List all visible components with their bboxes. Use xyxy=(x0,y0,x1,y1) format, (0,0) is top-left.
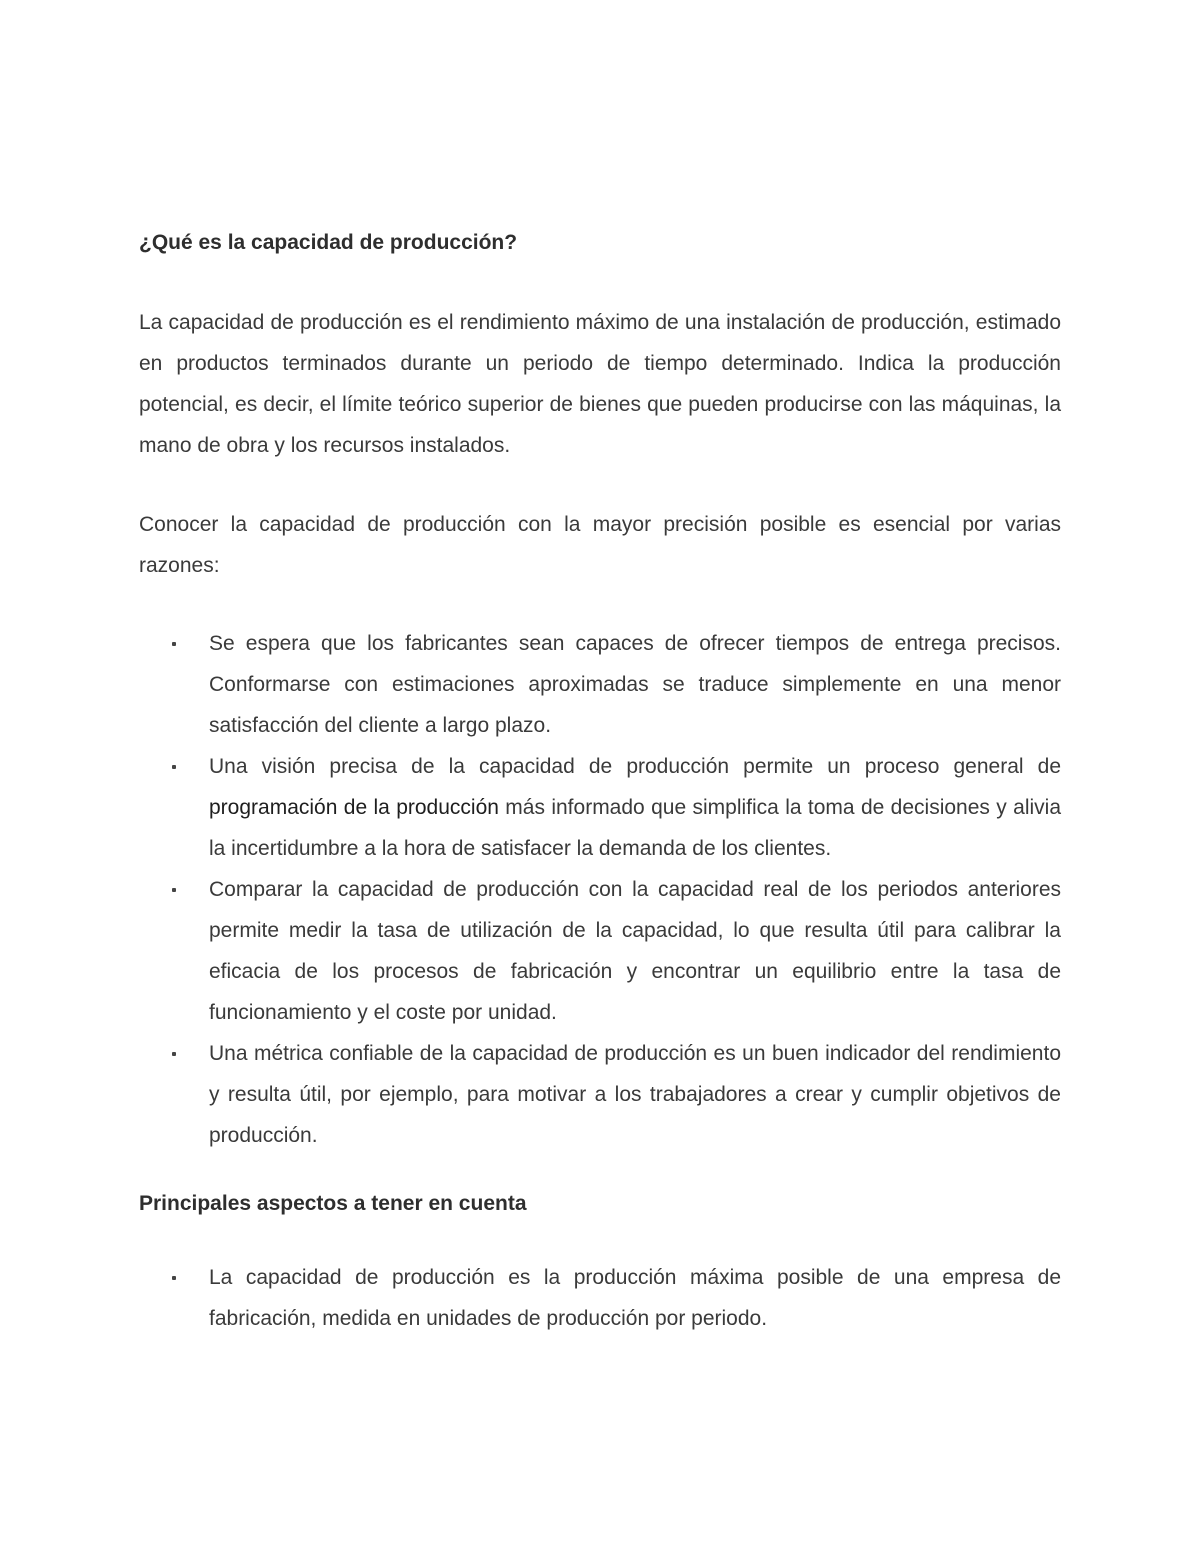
bullet-icon xyxy=(172,765,176,769)
paragraph-reasons-intro: Conocer la capacidad de producción con la mayor precisión posible es esencial por varias razones: xyxy=(139,513,1061,577)
reasons-list xyxy=(139,623,1061,1156)
list-item-text: La capacidad de producción es la producción máxima posible de una empresa de fabricación, medida en unidades de producción por periodo. xyxy=(209,1266,1061,1330)
document-body xyxy=(139,228,1061,1339)
list-item xyxy=(139,746,1061,869)
list-item-text: Una métrica confiable de la capacidad de producción es un buen indicador del rendimiento y resulta útil, por ejemplo, para motivar a los trabajadores a crear y cumplir objetivos de producción. xyxy=(209,1042,1061,1147)
bullet-icon xyxy=(172,888,176,892)
list-item xyxy=(139,623,1061,746)
section-heading-key-points: Principales aspectos a tener en cuenta xyxy=(139,1192,527,1215)
bullet-icon xyxy=(172,642,176,646)
list-item xyxy=(139,869,1061,1033)
link-production-scheduling[interactable]: programación de la producción xyxy=(209,796,499,819)
bullet-icon xyxy=(172,1276,176,1280)
key-points-list xyxy=(139,1257,1061,1339)
list-item xyxy=(139,1257,1061,1339)
list-item-text: Comparar la capacidad de producción con la capacidad real de los periodos anteriores permite medir la tasa de utilización de la capacidad, lo que resulta útil para calibrar la eficacia de los procesos de fabricación y encontrar un equilibrio entre la tasa de funcionamiento y el coste por unidad. xyxy=(209,878,1061,1024)
list-item xyxy=(139,1033,1061,1156)
bullet-icon xyxy=(172,1052,176,1056)
list-item-text-before: Una visión precisa de la capacidad de producción permite un proceso general de xyxy=(209,755,1061,778)
paragraph-definition: La capacidad de producción es el rendimiento máximo de una instalación de producción, estimado en productos terminados durante un periodo de tiempo determinado. Indica la producción potencial, es decir, el límite teórico superior de bienes que pueden producirse con las máquinas, la mano de obra y los recursos instalados. xyxy=(139,311,1061,457)
list-item-text-after: más informado que simplifica la toma de decisiones y alivia la incertidumbre a la hora de satisfacer la demanda de los clientes. xyxy=(209,796,1061,860)
list-item-text: Se espera que los fabricantes sean capaces de ofrecer tiempos de entrega precisos. Conformarse con estimaciones aproximadas se traduce simplemente en una menor satisfacción del cliente a largo plazo. xyxy=(209,632,1061,737)
section-heading-capacity: ¿Qué es la capacidad de producción? xyxy=(139,231,518,254)
